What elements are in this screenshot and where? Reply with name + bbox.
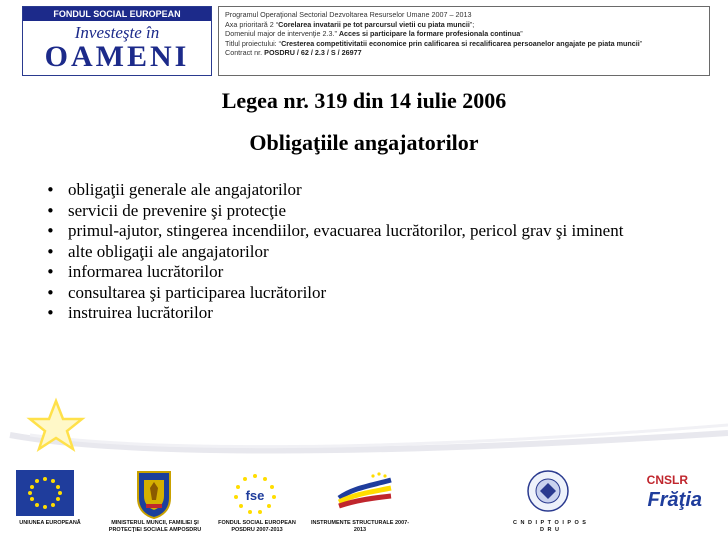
fratia-logo-icon — [618, 470, 704, 514]
info-project-title: Titlul proiectului: “Cresterea competitivitatii economice prin calificarea si recalificarea persoanelor angajate pe piata muncii” — [225, 38, 643, 48]
page-subtitle: Obligaţiile angajatorilor — [249, 130, 479, 155]
list-item: • obligaţii generale ale angajatorilor — [46, 180, 686, 201]
fse-oameni-logo — [22, 6, 212, 76]
structural-instruments-icon — [335, 468, 395, 514]
info-contract: Contract nr. POSDRU / 62 / 2.3 / S / 26977 — [225, 48, 362, 58]
fratia-top: CNSLR — [646, 473, 688, 487]
decorative-swoosh — [0, 395, 728, 465]
fratia-name: Frăţia — [647, 489, 702, 511]
caption-eu: UNIUNEA EUROPEANĂ — [19, 520, 81, 526]
list-item: • consultarea şi participarea lucrătorilor — [46, 283, 686, 304]
list-item: • alte obligaţii ale angajatorilor — [46, 242, 686, 263]
info-programme: Programul Operaţional Sectorial Dezvoltarea Resurselor Umane 2007 – 2013 — [225, 10, 472, 19]
project-info-box — [218, 6, 710, 76]
list-item: • informarea lucrătorilor — [46, 262, 686, 283]
logo-band: FONDUL SOCIAL EUROPEAN — [23, 7, 211, 21]
fse-logo-icon — [232, 472, 278, 516]
obligations-list — [46, 180, 686, 324]
fse-mark: fse — [245, 488, 265, 503]
caption-structural: INSTRUMENTE STRUCTURALE 2007-2013 — [310, 520, 410, 533]
info-axis: Axa prioritară 2 “Corelarea invatarii pe tot parcursul vietii cu piata muncii”; — [225, 19, 475, 29]
eu-flag-icon — [16, 470, 74, 516]
logo-wordmark: OAMENI — [44, 40, 190, 73]
romania-coat-of-arms-icon — [134, 466, 174, 522]
caption-cndipt: C N D I P T O I P O S D R U — [513, 520, 587, 533]
cndipt-logo-icon — [524, 468, 572, 514]
page-title: Legea nr. 319 din 14 iulie 2006 — [221, 88, 507, 113]
list-item: • instruirea lucrătorilor — [46, 303, 686, 324]
caption-fse: FONDUL SOCIAL EUROPEAN POSDRU 2007-2013 — [218, 520, 296, 533]
list-item: • primul-ajutor, stingerea incendiilor, evacuarea lucrătorilor, pericol grav şi iminent — [46, 221, 686, 242]
info-domain: Domeniul major de intervenţie 2.3.” Acces si participare la formare profesionala continua” — [225, 29, 523, 39]
caption-ministry: MINISTERUL MUNCII, FAMILIEI ŞI PROTECŢIEI SOCIALE AMPOSDRU — [108, 520, 202, 533]
list-item: • servicii de prevenire şi protecţie — [46, 201, 686, 222]
swoosh-line-light — [30, 425, 728, 447]
logo-tagline: Investeşte în — [74, 23, 160, 42]
